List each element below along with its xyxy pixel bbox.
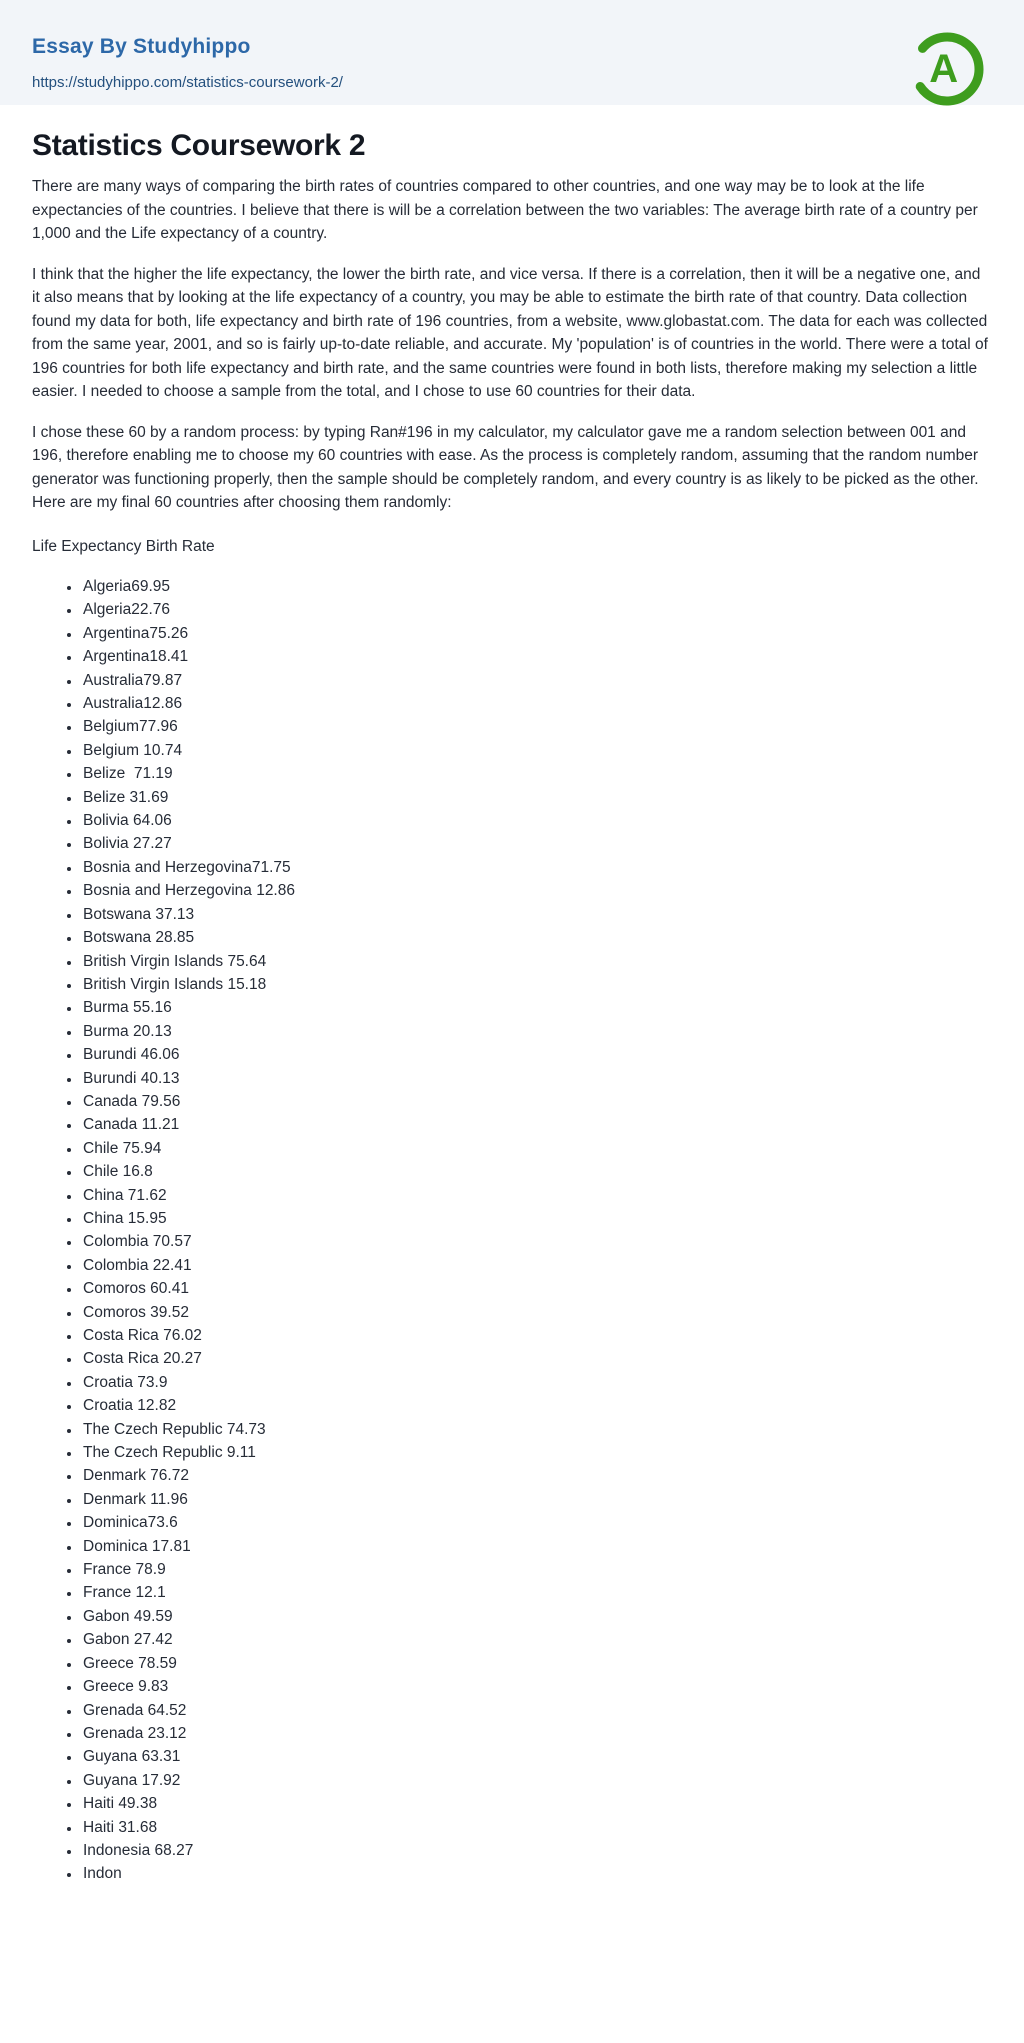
country-list-item: • Guyana 63.31 — [81, 1745, 992, 1768]
country-list-item: • Denmark 76.72 — [81, 1464, 992, 1487]
country-list-item: • Belize 31.69 — [81, 786, 992, 809]
country-list-item: • Indon — [81, 1862, 992, 1885]
country-list-item: • Croatia 12.82 — [81, 1394, 992, 1417]
article-body — [0, 105, 1024, 1886]
country-list-item: • Comoros 39.52 — [81, 1301, 992, 1324]
country-list-item: • Canada 79.56 — [81, 1090, 992, 1113]
country-list-item: • Algeria22.76 — [81, 598, 992, 621]
country-list-item: • Haiti 49.38 — [81, 1792, 992, 1815]
country-list-item: • Croatia 73.9 — [81, 1371, 992, 1394]
country-list-item: • Algeria69.95 — [81, 575, 992, 598]
paragraph-hypothesis: I think that the higher the life expectancy, the lower the birth rate, and vice versa. If there is a correlation, then it will be a negative one, and it also means that by looking at the life expectancy of a country, you may be able to estimate the birth rate of that country. Data collection found my data for both, life expectancy and birth rate of 196 countries, from a website, www.globastat.com. The data for each was collected from the same year, 2001, and so is fairly up-to-date reliable, and accurate. My 'population' is of countries in the world. There were a total of 196 countries for both life expectancy and birth rate, and the same countries were found in both lists, therefore making my selection a little easier. I needed to choose a sample from the total, and I chose to use 60 countries for their data. — [32, 265, 988, 400]
country-list-item: • Belgium 10.74 — [81, 739, 992, 762]
country-list-item: • Guyana 17.92 — [81, 1769, 992, 1792]
country-list-item: • France 78.9 — [81, 1558, 992, 1581]
country-list-item: • Dominica 17.81 — [81, 1535, 992, 1558]
country-list-item: • China 71.62 — [81, 1184, 992, 1207]
page-url-link[interactable]: https://studyhippo.com/statistics-coursework-2/ — [32, 74, 343, 92]
country-list-item: • France 12.1 — [81, 1581, 992, 1604]
country-list-item: • Colombia 22.41 — [81, 1254, 992, 1277]
country-list-item: • Dominica73.6 — [81, 1511, 992, 1534]
country-list-item: • Burma 55.16 — [81, 996, 992, 1019]
country-list-item: • Burundi 46.06 — [81, 1043, 992, 1066]
country-list-item: • Argentina18.41 — [81, 645, 992, 668]
country-list-item: • Argentina75.26 — [81, 622, 992, 645]
country-list-item: • Comoros 60.41 — [81, 1277, 992, 1300]
country-list-item: • Canada 11.21 — [81, 1113, 992, 1136]
country-list-item: • Australia79.87 — [81, 669, 992, 692]
paragraph-intro: There are many ways of comparing the birth rates of countries compared to other countries, and one way may be to look at the life expectancies of the countries. I believe that there is will be a correlation between the two variables: The average birth rate of a country per 1,000 and the Life expectancy of a country. — [32, 178, 978, 242]
page-title: Statistics Coursework 2 — [32, 129, 366, 162]
country-list-item: • Bolivia 64.06 — [81, 809, 992, 832]
country-data-list — [32, 575, 992, 1886]
country-list-item: • Botswana 28.85 — [81, 926, 992, 949]
country-list-item: • Bosnia and Herzegovina71.75 — [81, 856, 992, 879]
country-list-item: • Costa Rica 20.27 — [81, 1347, 992, 1370]
logo-letter: A — [929, 47, 959, 91]
country-list-item: • China 15.95 — [81, 1207, 992, 1230]
country-list-item: • Australia12.86 — [81, 692, 992, 715]
country-list-item: • Belgium77.96 — [81, 715, 992, 738]
country-list-item: • British Virgin Islands 75.64 — [81, 950, 992, 973]
country-list-item: • Haiti 31.68 — [81, 1816, 992, 1839]
country-list-item: • Grenada 23.12 — [81, 1722, 992, 1745]
country-list-item: • Burma 20.13 — [81, 1020, 992, 1043]
country-list-item: • Colombia 70.57 — [81, 1230, 992, 1253]
country-list-item: • Botswana 37.13 — [81, 903, 992, 926]
paragraph-sampling: I chose these 60 by a random process: by typing Ran#196 in my calculator, my calculator gave me a random selection between 001 and 196, therefore enabling me to choose my 60 countries with ease. As the process is completely random, assuming that the random number generator was functioning properly, then the sample should be completely random, and every country is as likely to be picked as the other. Here are my final 60 countries after choosing them randomly: — [32, 423, 979, 511]
country-list-item: • Costa Rica 76.02 — [81, 1324, 992, 1347]
country-list-item: • Bolivia 27.27 — [81, 832, 992, 855]
country-list-item: • Indonesia 68.27 — [81, 1839, 992, 1862]
header-text-block — [32, 26, 343, 91]
country-list-item: • Gabon 27.42 — [81, 1628, 992, 1651]
site-title-link[interactable]: Essay By Studyhippo — [32, 35, 251, 58]
country-list-item: • Grenada 64.52 — [81, 1699, 992, 1722]
page-header — [0, 0, 1024, 105]
country-list-item: • The Czech Republic 9.11 — [81, 1441, 992, 1464]
country-list-item: • Bosnia and Herzegovina 12.86 — [81, 879, 992, 902]
country-list-item: • Greece 78.59 — [81, 1652, 992, 1675]
country-list-item: • British Virgin Islands 15.18 — [81, 973, 992, 996]
country-list-item: • Belize 71.19 — [81, 762, 992, 785]
country-list-item: • The Czech Republic 74.73 — [81, 1418, 992, 1441]
studyhippo-logo[interactable] — [906, 28, 988, 110]
country-list-item: • Chile 16.8 — [81, 1160, 992, 1183]
list-intro-label: Life Expectancy Birth Rate — [32, 537, 215, 555]
country-list-item: • Burundi 40.13 — [81, 1067, 992, 1090]
country-list-item: • Chile 75.94 — [81, 1137, 992, 1160]
country-list-item: • Greece 9.83 — [81, 1675, 992, 1698]
country-list-item: • Gabon 49.59 — [81, 1605, 992, 1628]
country-list-item: • Denmark 11.96 — [81, 1488, 992, 1511]
